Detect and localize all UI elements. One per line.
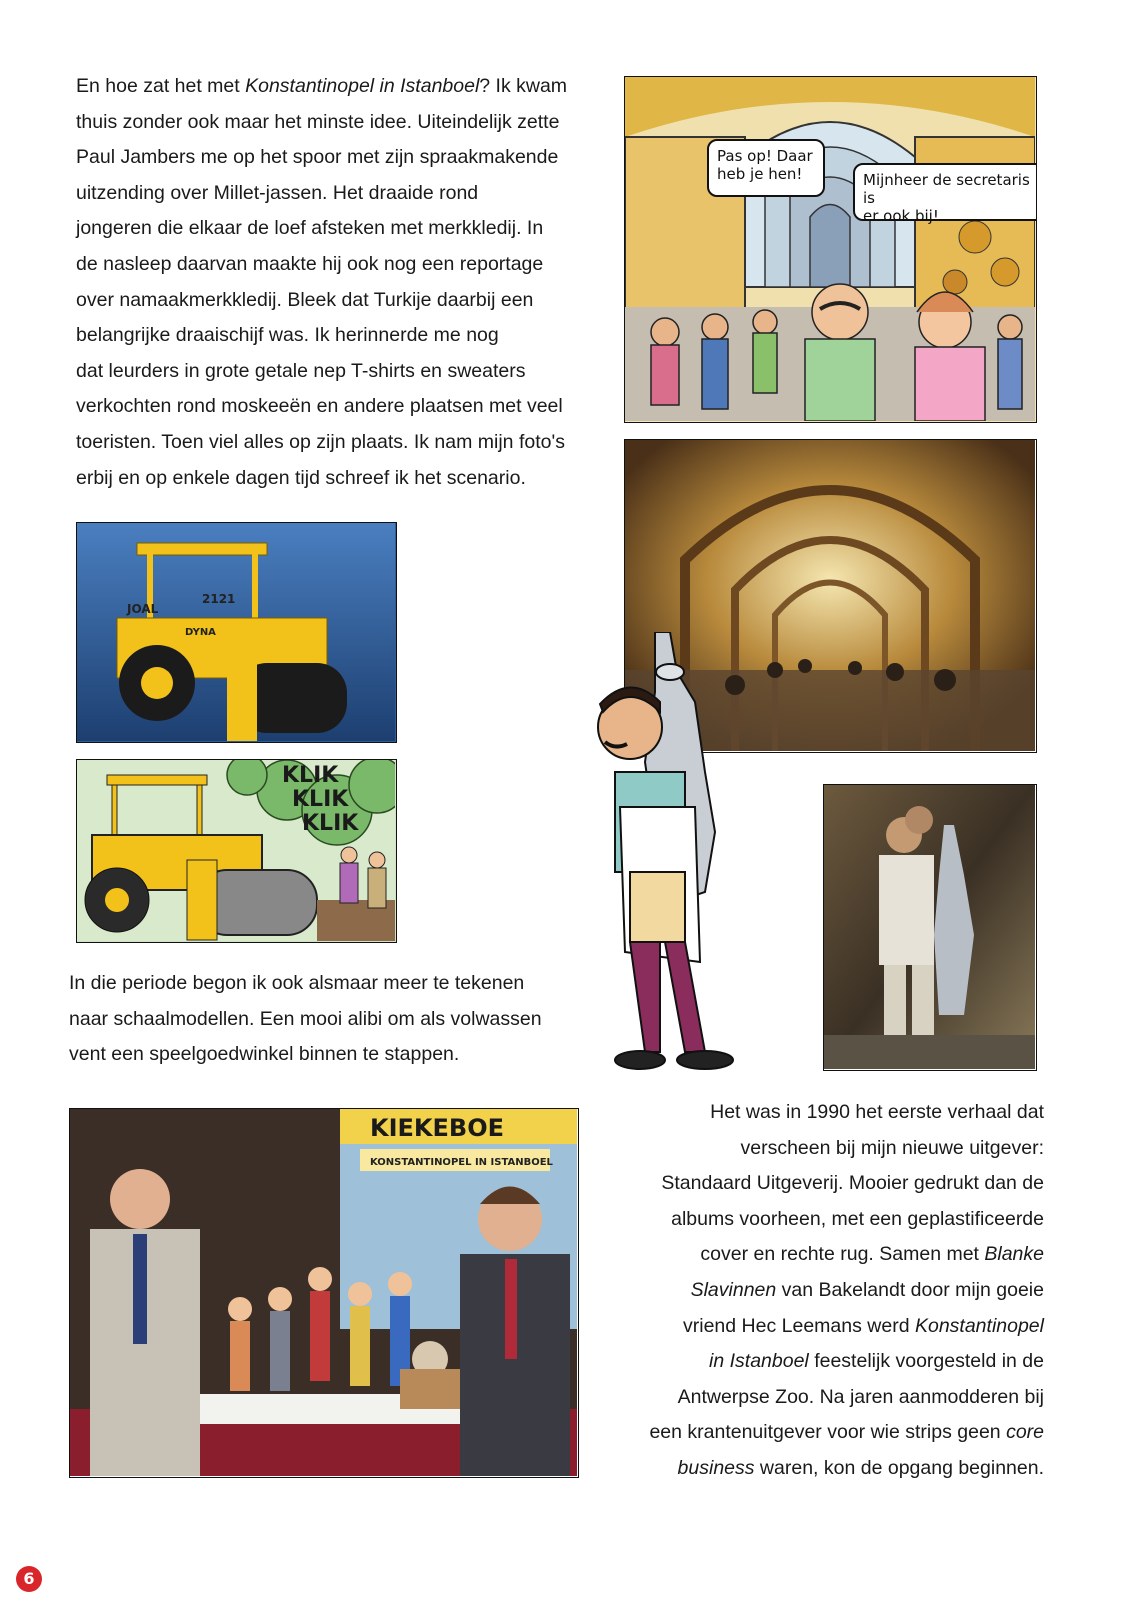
middle-line: In die periode begon ik ook alsmaar meer te tekenen: [69, 972, 525, 994]
middle-paragraph: [69, 966, 589, 1073]
middle-line: naar schaalmodellen. Een mooi alibi om als volwassen: [69, 1007, 542, 1030]
intro-line: dat leurders in grote getale nep T-shirts en sweaters: [76, 359, 526, 382]
bazaar-comic-drawing: [625, 77, 1035, 421]
comic-panel-road-roller: [76, 759, 397, 943]
intro-line: over namaakmerkkledij. Bleek dat Turkije daarbij een: [76, 288, 534, 311]
photo-street-vendor: [823, 784, 1037, 1071]
closing-line: business waren, kon de opgang beginnen.: [677, 1456, 1044, 1479]
decal-dyna: DYNA: [185, 627, 216, 638]
speech-bubble-2: Mijnheer de secretaris is er ook bij!: [853, 163, 1037, 221]
closing-line: verscheen bij mijn nieuwe uitgever:: [740, 1136, 1044, 1159]
decal-joal: JOAL: [127, 602, 159, 616]
photo-book-launch: [69, 1108, 579, 1478]
intro-line: jongeren die elkaar de loef afsteken met merkkledij. In: [76, 217, 544, 240]
sfx-klik-3: KLIK: [302, 811, 359, 836]
closing-line: albums voorheen, met een geplastificeerde: [671, 1207, 1044, 1230]
intro-line: uitzending over Millet-jassen. Het draaide rond: [76, 181, 479, 204]
intro-line: belangrijke draaischijf was. Ik herinnerde me nog: [76, 324, 499, 347]
sfx-klik-2: KLIK: [292, 787, 349, 812]
vendor-drawing: [585, 632, 760, 1072]
intro-line: de nasleep daarvan maakte hij ook nog een reportage: [76, 252, 544, 275]
closing-line: Antwerpse Zoo. Na jaren aanmodderen bij: [677, 1385, 1044, 1408]
intro-paragraph: [76, 69, 596, 496]
closing-line: Standaard Uitgeverij. Mooier gedrukt dan de: [661, 1172, 1044, 1195]
intro-line: Paul Jambers me op het spoor met zijn spraakmakende: [76, 146, 559, 169]
toy-roller-drawing: [77, 523, 395, 741]
middle-line: vent een speelgoedwinkel binnen te stappen.: [69, 1043, 460, 1066]
closing-line: cover en rechte rug. Samen met Blanke: [700, 1243, 1044, 1266]
page-number-badge: 6: [16, 1566, 42, 1592]
banner-subtitle: KONSTANTINOPEL IN ISTANBOEL: [370, 1157, 553, 1168]
decal-2121: 2121: [202, 592, 236, 606]
closing-line: in Istanboel feestelijk voorgesteld in de: [709, 1350, 1044, 1373]
sfx-klik-1: KLIK: [282, 763, 339, 788]
intro-line-1: En hoe zat het met Konstantinopel in Istanboel? Ik kwam: [76, 75, 568, 97]
roller-comic-drawing: [77, 760, 395, 941]
closing-line: een krantenuitgever voor wie strips geen core: [649, 1421, 1044, 1444]
photo-toy-road-roller: [76, 522, 397, 743]
intro-line: verkochten rond moskeeën en andere plaatsen met veel: [76, 395, 563, 418]
cartoon-vendor-illustration: [585, 632, 760, 1072]
intro-line: thuis zonder ook maar het minste idee. Uiteindelijk zette: [76, 110, 560, 133]
intro-line: erbij en op enkele dagen tijd schreef ik het scenario.: [76, 466, 526, 489]
closing-paragraph: [604, 1095, 1044, 1487]
closing-line: vriend Hec Leemans werd Konstantinopel: [683, 1314, 1044, 1337]
speech-bubble-1: Pas op! Daar heb je hen!: [707, 139, 825, 197]
intro-line: toeristen. Toen viel alles op zijn plaats. Ik nam mijn foto's: [76, 430, 565, 453]
vendor-photo: [824, 785, 1035, 1069]
launch-photo: [70, 1109, 577, 1476]
closing-line: Slavinnen van Bakelandt door mijn goeie: [690, 1278, 1044, 1301]
comic-panel-bazaar: [624, 76, 1037, 423]
banner-title: KIEKEBOE: [370, 1114, 505, 1142]
closing-line: Het was in 1990 het eerste verhaal dat: [710, 1101, 1044, 1123]
